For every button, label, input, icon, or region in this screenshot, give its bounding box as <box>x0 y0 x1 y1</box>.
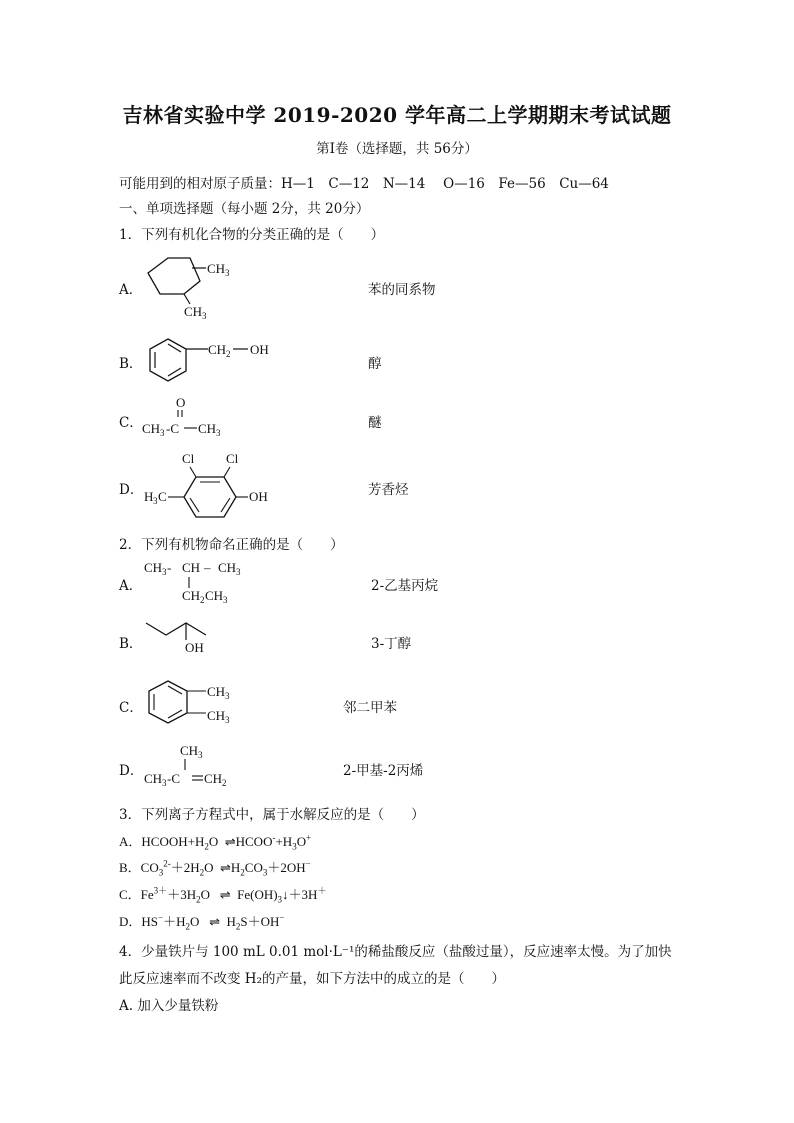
svg-text:CH: CH <box>205 588 224 603</box>
q2-option-c-name: 邻二甲苯 <box>343 700 397 716</box>
q2-option-d-letter: D． <box>119 763 144 779</box>
page-title: 吉林省实验中学 2019-2020 学年高二上学期期末考试试题 <box>122 103 672 127</box>
question-4-stem-line-1: 4．少量铁片与 100 mL 0.01 mol·L⁻¹的稀盐酸反应（盐酸过量），反应速率太慢。为了加快 <box>119 944 672 960</box>
q1-b-structure <box>140 333 280 388</box>
q2-a-structure <box>140 557 260 607</box>
svg-text:CH: CH <box>198 421 217 436</box>
q3-option-d-letter: D． <box>119 914 142 929</box>
question-3-stem: 3．下列离子方程式中，属于水解反应的是（ ） <box>119 807 425 823</box>
svg-text:3: 3 <box>198 750 203 760</box>
q1-d-structure <box>140 448 280 528</box>
svg-text:3: 3 <box>216 428 221 438</box>
question-1-stem: 1．下列有机化合物的分类正确的是（ ） <box>119 227 385 243</box>
svg-text:CH: CH <box>142 421 161 436</box>
question-2-stem: 2．下列有机物命名正确的是（ ） <box>119 537 344 553</box>
svg-text:3: 3 <box>236 567 241 577</box>
svg-text:Cl: Cl <box>226 451 239 466</box>
q1-a-structure <box>140 250 250 320</box>
atomic-masses-line: 可能用到的相对原子质量：H—1 C—12 N—14 O—16 Fe—56 Cu—64 <box>119 176 609 192</box>
svg-text:2: 2 <box>222 778 227 788</box>
svg-text:CH: CH <box>144 771 163 786</box>
svg-text:CH: CH <box>182 588 201 603</box>
q1-option-b-class: 醇 <box>368 356 382 372</box>
svg-text:3: 3 <box>162 567 167 577</box>
q2-option-b-letter: B． <box>119 636 143 652</box>
q1-option-d-letter: D． <box>119 482 144 498</box>
svg-text:CH: CH <box>207 261 226 276</box>
q4-option-a: A. 加入少量铁粉 <box>119 998 219 1014</box>
q2-d-structure <box>140 738 250 788</box>
q2-option-a-letter: A． <box>119 578 143 594</box>
svg-text:2: 2 <box>200 595 205 605</box>
svg-text:H: H <box>144 489 154 504</box>
svg-text:CH: CH <box>208 342 227 357</box>
svg-text:CH: CH <box>207 684 226 699</box>
section-subtitle: 第Ⅰ卷（选择题，共 56分） <box>316 141 478 157</box>
svg-text:O: O <box>176 395 186 410</box>
svg-text:3: 3 <box>225 691 230 701</box>
svg-text:–: – <box>204 560 211 575</box>
svg-text:3: 3 <box>225 715 230 725</box>
q1-option-d-class: 芳香烃 <box>368 482 409 498</box>
svg-text:CH: CH <box>182 560 201 575</box>
svg-text:Cl: Cl <box>182 451 195 466</box>
svg-text:3: 3 <box>202 311 207 321</box>
q2-b-structure <box>140 615 230 660</box>
q1-c-structure <box>140 395 240 440</box>
q1-option-c-letter: C． <box>119 415 143 431</box>
svg-text:2: 2 <box>226 349 231 359</box>
section-heading: 一、单项选择题（每小题 2分，共 20分） <box>119 201 370 217</box>
svg-text:-C: -C <box>167 771 180 786</box>
question-4-stem-line-2: 此反应速率而不改变 H₂的产量，如下方法中的成立的是（ ） <box>119 971 505 987</box>
svg-text:CH: CH <box>204 771 223 786</box>
q3-option-b: B．$CO_3^{2-}+2H_2O$ $\rightleftharpoons H_2CO_3+2OH^-$ <box>119 858 311 878</box>
svg-text:3: 3 <box>160 428 165 438</box>
svg-text:OH: OH <box>249 489 268 504</box>
svg-text:CH: CH <box>180 743 199 758</box>
svg-text:3: 3 <box>225 268 230 278</box>
svg-text:CH: CH <box>207 708 226 723</box>
svg-text:OH: OH <box>250 342 269 357</box>
q1-option-c-class: 醚 <box>368 415 382 431</box>
svg-text:OH: OH <box>185 640 204 655</box>
q2-c-structure <box>140 676 250 731</box>
svg-text:3: 3 <box>223 595 228 605</box>
svg-text:CH: CH <box>144 560 163 575</box>
q1-option-a-letter: A． <box>119 282 143 298</box>
svg-text:CH: CH <box>218 560 237 575</box>
svg-text:3: 3 <box>153 496 158 506</box>
q2-option-a-name: 2-乙基丙烷 <box>371 578 439 594</box>
q3-option-d: D．$HS^-+H_2O$ ⇌ $H_2S+OH^-$ <box>119 912 285 932</box>
q1-option-a-class: 苯的同系物 <box>368 282 436 298</box>
svg-text:-: - <box>167 560 172 575</box>
q3-option-c: C．$Fe^{3+}+3H_2O$ ⇌ $Fe(OH)_3↓+3H^+$ <box>119 885 327 905</box>
svg-text:C: C <box>158 489 167 504</box>
q2-option-d-name: 2-甲基-2丙烯 <box>343 763 424 779</box>
q3-option-b-letter: B． <box>119 860 141 875</box>
svg-text:3: 3 <box>162 778 167 788</box>
q3-option-a: A．$HCOOH+H_2O$ $\rightleftharpoons HCOO^-+H_3O^+$ <box>119 832 312 852</box>
q3-option-a-letter: A． <box>119 834 142 849</box>
q1-option-b-letter: B． <box>119 356 143 372</box>
q2-option-c-letter: C． <box>119 700 143 716</box>
q2-option-b-name: 3-丁醇 <box>371 636 412 652</box>
q3-option-c-letter: C． <box>119 887 141 902</box>
svg-text:CH: CH <box>184 304 203 319</box>
svg-text:-C: -C <box>166 421 179 436</box>
